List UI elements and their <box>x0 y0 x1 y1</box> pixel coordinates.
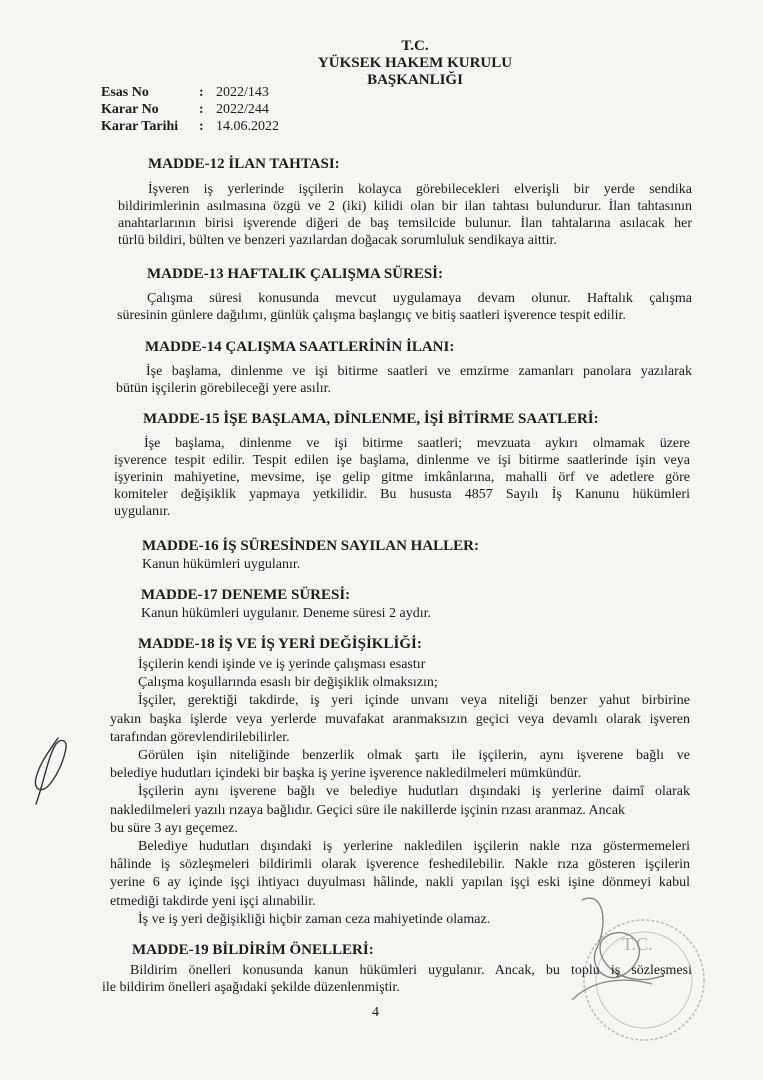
official-stamp <box>562 880 712 1060</box>
section-title-m13: MADDE-13 HAFTALIK ÇALIŞMA SÜRESİ: <box>147 266 444 282</box>
text-line: yerine 6 ay içinde işçi ihtiyacı duyulması hâlinde, nakli yapılan işçi eski işine dönmeyi kabul <box>110 875 690 891</box>
meta-row-decision-date <box>101 118 279 135</box>
text-line: işyerinin mahiyetine, mevsime, işe gelip gitme imkânlarına, mahalli örf ve adetlere göre <box>114 470 690 485</box>
meta-value: 2022/244 <box>216 102 269 117</box>
meta-row-case-no <box>101 84 279 101</box>
text-line: etmediği takdirde yeni işçi alınabilir. <box>110 893 316 909</box>
section-title-m14: MADDE-14 ÇALIŞMA SAATLERİNİN İLANI: <box>145 339 455 355</box>
page-number: 4 <box>372 1005 379 1020</box>
header-line-2: YÜKSEK HAKEM KURULU <box>317 55 513 71</box>
text-line: İş ve iş yeri değişikliği hiçbir zaman ceza mahiyetinde olamaz. <box>138 911 491 927</box>
text-line: bildirimlerinin asılmasına özgü ve 2 (iki) kilidi olan bir ilan tahtası bulundurur. İlan tahtasının <box>118 199 692 214</box>
text-line: bu süre 3 ayı geçemez. <box>110 820 238 836</box>
document-header <box>300 38 530 89</box>
meta-row-decision-no <box>101 101 279 118</box>
meta-key: Karar Tarihi <box>101 119 179 134</box>
text-line: belediye hudutları içindeki bir başka iş yerine işverence nakledilmeleri mümkündür. <box>110 766 582 782</box>
text-line: Kanun hükümleri uygulanır. <box>142 557 301 572</box>
text-line: Çalışma süresi konusunda mevcut uygulamaya devam olunur. Haftalık çalışma <box>147 291 692 306</box>
text-line: Belediye hudutları dışındaki iş yerlerine nakledilen işçilerin nakle rıza göstermemeleri <box>138 839 690 855</box>
meta-key: Esas No <box>101 85 149 100</box>
section-title-m17: MADDE-17 DENEME SÜRESİ: <box>141 587 351 603</box>
section-body-m14 <box>116 363 692 397</box>
section-body-m17 <box>141 605 641 622</box>
header-line-1: T.C. <box>401 38 429 54</box>
text-line: komiteler değişiklik yapmaya yetkilidir. Bu hususta 4857 Sayılı İş Kanunu hükümleri <box>114 487 690 502</box>
stamp-text: T.C. <box>622 934 653 954</box>
meta-key: Karar No <box>101 102 159 117</box>
text-line: İşe başlama, dinlenme ve işi bitirme saatleri ve emzirme zamanları panolara yazılarak <box>146 364 692 379</box>
text-line: Bildirim önelleri konusunda kanun hükümleri uygulanır. Ancak, bu toplu iş sözleşmesi <box>130 963 692 978</box>
text-line: anahtarlarının birisi işverende diğeri de baş temsilcide bulunur. İlan tahtalarına asılacak her <box>118 216 692 231</box>
section-body-m12 <box>118 181 692 249</box>
meta-value: 14.06.2022 <box>216 119 279 134</box>
text-line: işverence tespit edilir. Tespit edilen işe başlama, dinlenme ve işi bitirme saatlerinde işin veya <box>114 453 690 468</box>
section-title-m15: MADDE-15 İŞE BAŞLAMA, DİNLENME, İŞİ BİTİRME SAATLERİ: <box>143 411 599 427</box>
meta-sep: : <box>199 102 204 117</box>
meta-value: 2022/143 <box>216 85 269 100</box>
section-body-m13 <box>117 290 692 324</box>
text-line: Çalışma koşullarında esaslı bir değişiklik olmaksızın; <box>138 675 438 691</box>
handwritten-initial <box>28 730 78 810</box>
text-line: nakledilmeleri yazılı rızaya bağlıdır. Geçici süre ile nakillerde işçinin rızası aranmaz. Ancak <box>110 802 626 818</box>
header-line-3: BAŞKANLIĞI <box>367 72 463 88</box>
section-title-m12: MADDE-12 İLAN TAHTASI: <box>148 156 340 172</box>
section-body-m15 <box>114 435 690 520</box>
case-metadata <box>101 84 279 135</box>
text-line: İşveren iş yerlerinde işçilerin kolayca görebilecekleri elverişli bir yerde sendika <box>148 182 692 197</box>
text-line: İşe başlama, dinlenme ve işi bitirme saatleri; mevzuata aykırı olmamak üzere <box>144 436 690 451</box>
text-line: bütün işçilerin görebileceği yere asılır. <box>116 381 331 396</box>
text-line: İşçilerin aynı işverene bağlı ve belediye hudutları dışındaki iş yerlerine daimî olarak <box>138 784 690 800</box>
section-title-m18: MADDE-18 İŞ VE İŞ YERİ DEĞİŞİKLİĞİ: <box>138 636 422 652</box>
meta-sep: : <box>199 85 204 100</box>
meta-sep: : <box>199 119 204 134</box>
text-line: tarafından görevlendirilebilirler. <box>110 729 290 745</box>
text-line: İşçiler, gerektiği takdirde, iş yeri içinde unvanı veya niteliği benzer yahut birbirine <box>138 693 690 709</box>
text-line: türlü bildiri, bülten ve benzeri yazılardan doğacak sorumluluk sendikaya aittir. <box>118 233 557 248</box>
text-line: Görülen işin niteliğinde benzerlik olmak şartı ile işçilerin, aynı işverene bağlı ve <box>138 748 690 764</box>
text-line: hâlinde iş sözleşmeleri bildirimli olarak işverence feshedilebilir. Nakle rıza gösteren işçilerin <box>110 857 690 873</box>
section-title-m19: MADDE-19 BİLDİRİM ÖNELLERİ: <box>132 942 374 958</box>
text-line: ile bildirim önelleri aşağıdaki şekilde düzenlenmiştir. <box>102 980 400 995</box>
text-line: süresinin günlere dağılımı, günlük çalışma başlangıç ve bitiş saatleri işverence tespit edilir. <box>117 308 626 323</box>
text-line: Kanun hükümleri uygulanır. Deneme süresi 2 aydır. <box>141 606 432 621</box>
text-line: İşçilerin kendi işinde ve iş yerinde çalışması esastır <box>138 657 426 672</box>
text-line: uygulanır. <box>114 504 171 519</box>
section-title-m16: MADDE-16 İŞ SÜRESİNDEN SAYILAN HALLER: <box>142 538 480 554</box>
section-body-m16 <box>142 556 642 573</box>
text-line: yakın başka işlerde veya yerlerde muvafakat aranmaksızın geçici veya devamlı olarak işveren <box>110 711 690 727</box>
